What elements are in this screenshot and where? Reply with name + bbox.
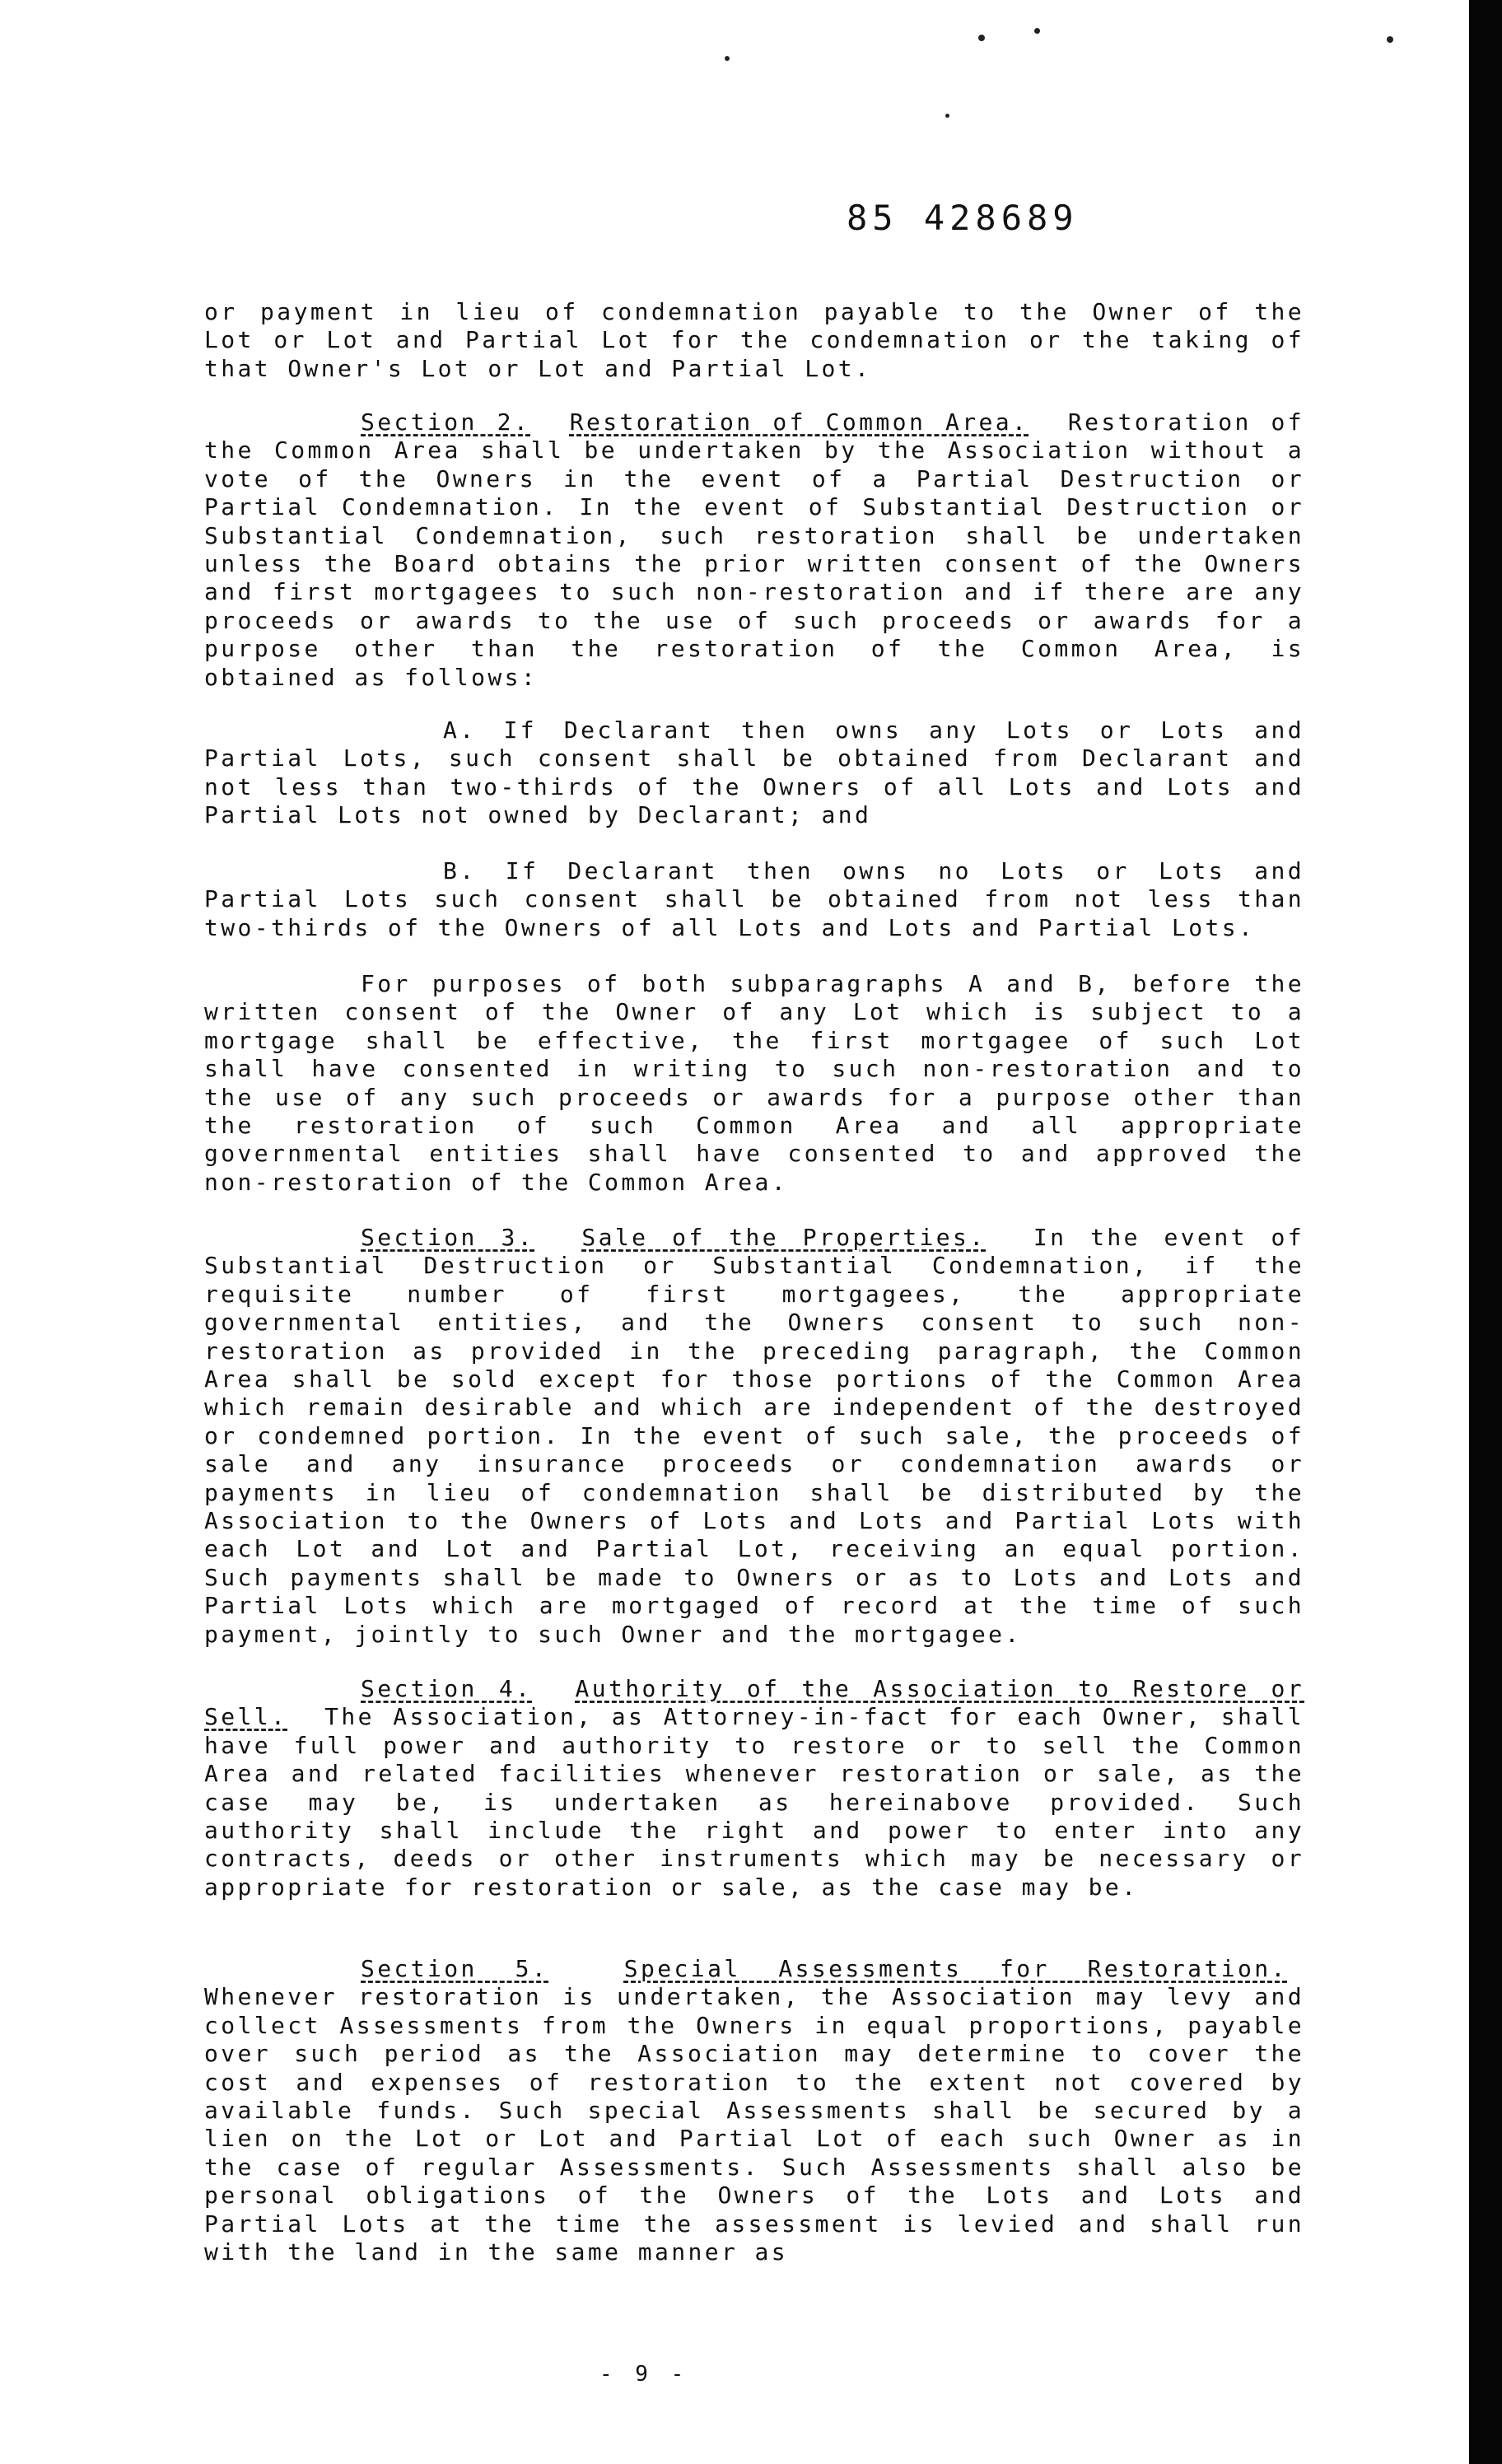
section-4-title: Authority of the Association to Restore or Sell. bbox=[204, 1675, 1305, 1731]
section-3-paragraph bbox=[204, 1224, 1304, 1649]
document-number: 85 428689 bbox=[847, 198, 1079, 238]
purposes-paragraph: For purposes of both subparagraphs A and B, before the written consent of the Owner of any Lot which is subject to a mortgage shall be effective, the first mortgagee of such Lot shall have consented in writing to such non-restoration and to the use of any such proceeds or awards for a purpose other than the restoration of such Common Area and all appropriate governmental entities shall have consented to and approved the non-restoration of the Common Area. bbox=[204, 970, 1304, 1196]
section-5-text: Whenever restoration is undertaken, the Association may levy and collect Assessments from the Owners in equal proportions, payable over such period as the Association may determine to cover the cost and expenses of restoration to the extent not covered by available funds. Such special Assessments shall be secured by a lien on the Lot or Lot and Partial Lot of each such Owner as in the case of regular Assessments. Such Assessments shall also be personal obligations of the Owners of the Lots and Lots and Partial Lots at the time the assessment is levied and shall run with the land in the same manner as bbox=[204, 1983, 1304, 2266]
subparagraph-b: B. If Declarant then owns no Lots or Lots and Partial Lots such consent shall be obtained from not less than two-thirds of the Owners of all Lots and Lots and Partial Lots. bbox=[204, 857, 1304, 941]
scan-speck bbox=[1387, 36, 1393, 43]
section-5-number: Section 5. bbox=[361, 1955, 549, 1982]
subparagraph-a: A. If Declarant then owns any Lots or Lots and Partial Lots, such consent shall be obtained from Declarant and not less than two-thirds of the Owners of all Lots and Lots and Partial Lots not owned by Declarant; and bbox=[204, 716, 1304, 829]
section-3-title: Sale of the Properties. bbox=[581, 1224, 987, 1251]
section-4-paragraph bbox=[204, 1675, 1304, 1902]
page-number: - 9 - bbox=[599, 2362, 689, 2387]
section-5-title: Special Assessments for Restoration. bbox=[623, 1955, 1288, 1982]
section-3-text: In the event of Substantial Destruction or Substantial Condemnation, if the requisite number of first mortgagees, the appropriate governmental entities, and the Owners consent to such non-restoration as provided in the preceding paragraph, the Common Area shall be sold except for those portions of the Common Area which remain desirable and which are independent of the destroyed or condemned portion. In the event of such sale, the proceeds of sale and any insurance proceeds or condemnation awards or payments in lieu of condemnation shall be distributed by the Association to the Owners of Lots and Lots and Partial Lots with each Lot and Lot and Partial Lot, receiving an equal portion. Such payments shall be made to Owners or as to Lots and Lots and Partial Lots which are mortgaged of record at the time of such payment, jointly to such Owner and the mortgagee. bbox=[204, 1224, 1305, 1648]
scan-edge-border bbox=[1469, 0, 1502, 2464]
scan-speck bbox=[945, 114, 949, 118]
section-4-text: The Association, as Attorney-in-fact for each Owner, shall have full power and authority to restore or to sell the Common Area and related facilities whenever restoration or sale, as the case may be, is undertaken as hereinabove provided. Such authority shall include the right and power to enter into any contracts, deeds or other instruments which may be necessary or appropriate for restoration or sale, as the case may be. bbox=[204, 1703, 1304, 1901]
scan-speck bbox=[1034, 28, 1040, 34]
section-2-title: Restoration of Common Area. bbox=[569, 408, 1029, 436]
section-2-paragraph bbox=[204, 408, 1304, 692]
section-4-number: Section 4. bbox=[361, 1675, 533, 1702]
section-3-number: Section 3. bbox=[361, 1224, 534, 1251]
section-5-paragraph bbox=[204, 1955, 1304, 2266]
scan-speck bbox=[725, 56, 730, 61]
section-2-number: Section 2. bbox=[361, 408, 531, 436]
scan-speck bbox=[978, 35, 985, 41]
opening-paragraph: or payment in lieu of condemnation payable to the Owner of the Lot or Lot and Partial Lot for the condemnation or the taking of that Owner's Lot or Lot and Partial Lot. bbox=[204, 298, 1304, 382]
section-2-text: Restoration of the Common Area shall be undertaken by the Association without a vote of the Owners in the event of a Partial Destruction or Partial Condemnation. In the event of Substantial Destruction or Substantial Condemnation, such restoration shall be undertaken unless the Board obtains the prior written consent of the Owners and first mortgagees to such non-restoration and if there are any proceeds or awards to the use of such proceeds or awards for a purpose other than the restoration of the Common Area, is obtained as follows: bbox=[204, 408, 1305, 691]
